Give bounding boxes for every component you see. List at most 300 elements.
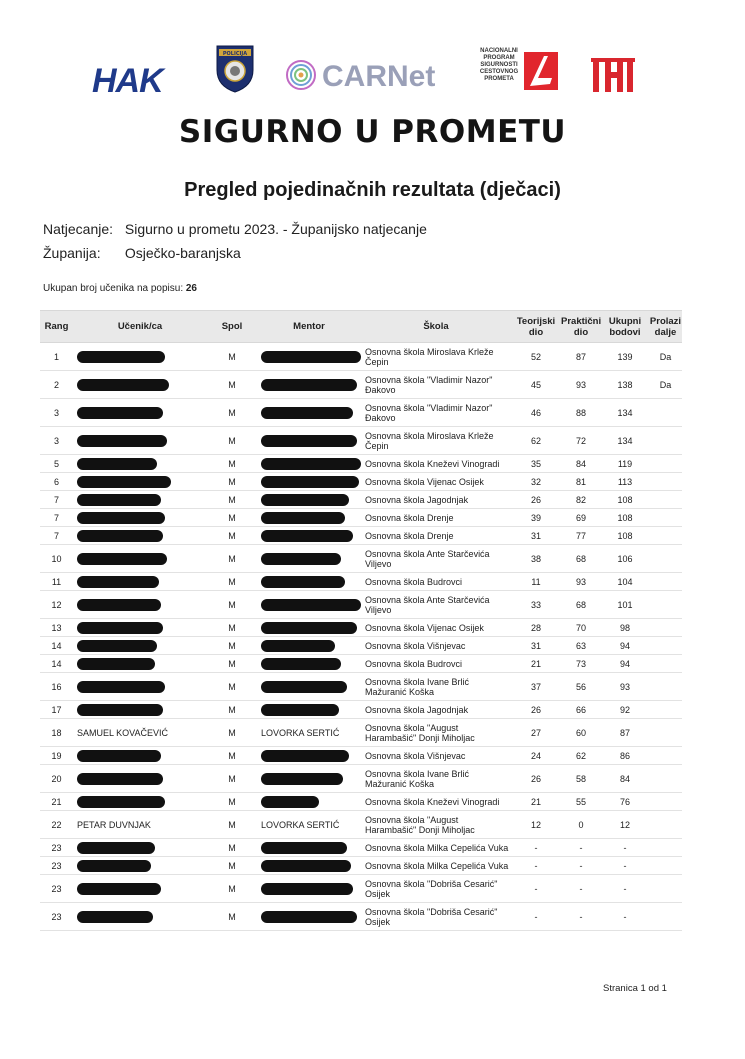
cell-theory: 28 (511, 619, 561, 637)
redaction-mark (77, 883, 161, 895)
cell-practical: 56 (561, 673, 601, 701)
cell-school: Osnovna škola "August Harambašić" Donji Miholjac (361, 811, 511, 839)
cell-rank: 5 (40, 455, 73, 473)
cell-total: 84 (601, 765, 649, 793)
cell-practical: 82 (561, 491, 601, 509)
cell-theory: - (511, 839, 561, 857)
table-row (40, 573, 682, 591)
cell-total: 108 (601, 491, 649, 509)
redaction-mark (77, 842, 155, 854)
cell-mentor (257, 455, 361, 473)
cell-gender: M (207, 673, 257, 701)
cell-passes (649, 619, 682, 637)
cell-rank: 23 (40, 875, 73, 903)
cell-total: 101 (601, 591, 649, 619)
cell-total: 134 (601, 427, 649, 455)
cell-passes (649, 747, 682, 765)
cell-gender: M (207, 545, 257, 573)
cell-school: Osnovna škola Kneževi Vinogradi (361, 793, 511, 811)
cell-school: Osnovna škola Višnjevac (361, 637, 511, 655)
cell-gender: M (207, 903, 257, 931)
cell-practical: 0 (561, 811, 601, 839)
header-total: Ukupni bodovi (601, 311, 649, 343)
redaction-mark (261, 704, 339, 716)
cell-mentor (257, 903, 361, 931)
cell-student (73, 399, 207, 427)
redaction-mark (77, 379, 169, 391)
cell-passes (649, 673, 682, 701)
cell-student: SAMUEL KOVAČEVIĆ (73, 719, 207, 747)
cell-mentor (257, 839, 361, 857)
cell-mentor (257, 527, 361, 545)
cell-mentor (257, 473, 361, 491)
cell-rank: 7 (40, 509, 73, 527)
cell-school: Osnovna škola Višnjevac (361, 747, 511, 765)
cell-passes (649, 875, 682, 903)
cell-student (73, 343, 207, 371)
competition-row (43, 221, 427, 237)
cell-student (73, 591, 207, 619)
cell-gender: M (207, 811, 257, 839)
cell-mentor (257, 765, 361, 793)
cell-total: 92 (601, 701, 649, 719)
redaction-mark (77, 494, 161, 506)
cell-school: Osnovna škola Drenje (361, 509, 511, 527)
cell-theory: 33 (511, 591, 561, 619)
cell-school: Osnovna škola Miroslava Krleže Čepin (361, 427, 511, 455)
cell-student (73, 747, 207, 765)
cell-practical: 73 (561, 655, 601, 673)
cell-total: 138 (601, 371, 649, 399)
redaction-mark (77, 476, 171, 488)
cell-gender: M (207, 509, 257, 527)
cell-passes (649, 427, 682, 455)
redaction-mark (261, 681, 347, 693)
cell-practical: 68 (561, 545, 601, 573)
redaction-mark (77, 796, 165, 808)
cell-gender: M (207, 399, 257, 427)
cell-student (73, 619, 207, 637)
table-row (40, 655, 682, 673)
table-row (40, 839, 682, 857)
cell-passes (649, 793, 682, 811)
cell-total: 94 (601, 637, 649, 655)
cell-total: 12 (601, 811, 649, 839)
cell-practical: 88 (561, 399, 601, 427)
cell-total: 119 (601, 455, 649, 473)
total-students-label: Ukupan broj učenika na popisu: (43, 283, 184, 294)
cell-total: 139 (601, 343, 649, 371)
cell-passes (649, 655, 682, 673)
table-row (40, 371, 682, 399)
redaction-mark (261, 494, 349, 506)
cell-gender: M (207, 455, 257, 473)
cell-school: Osnovna škola Ivane Brlić Mažuranić Koška (361, 673, 511, 701)
cell-passes (649, 811, 682, 839)
cell-rank: 6 (40, 473, 73, 491)
cell-total: 87 (601, 719, 649, 747)
cell-gender: M (207, 573, 257, 591)
cell-total: 104 (601, 573, 649, 591)
hak-logo: HAK (92, 62, 163, 100)
cell-theory: 21 (511, 793, 561, 811)
competition-value: Sigurno u prometu 2023. - Županijsko natjecanje (124, 221, 427, 237)
cell-theory: 31 (511, 527, 561, 545)
cell-passes (649, 719, 682, 747)
redaction-mark (261, 530, 353, 542)
police-badge-icon (213, 42, 257, 94)
cell-passes: Da (649, 343, 682, 371)
county-label: Županija: (43, 245, 101, 261)
cell-theory: 21 (511, 655, 561, 673)
cell-mentor (257, 573, 361, 591)
cell-student (73, 371, 207, 399)
cell-practical: 63 (561, 637, 601, 655)
redaction-mark (261, 599, 361, 611)
header-rank: Rang (40, 311, 73, 343)
redaction-mark (77, 622, 163, 634)
cell-practical: 70 (561, 619, 601, 637)
cell-gender: M (207, 371, 257, 399)
cell-passes (649, 839, 682, 857)
cell-total: 106 (601, 545, 649, 573)
county-row (43, 245, 241, 261)
cell-mentor (257, 591, 361, 619)
cell-theory: 32 (511, 473, 561, 491)
cell-school: Osnovna škola Ante Starčevića Viljevo (361, 591, 511, 619)
cell-school: Osnovna škola Ivane Brlić Mažuranić Koška (361, 765, 511, 793)
cell-passes (649, 545, 682, 573)
cell-gender: M (207, 491, 257, 509)
police-badge-label: POLICIJA (222, 51, 248, 57)
redaction-mark (261, 773, 343, 785)
cell-student (73, 491, 207, 509)
redaction-mark (261, 750, 349, 762)
competition-label: Natjecanje: (43, 221, 114, 237)
header-theory: Teorijski dio (511, 311, 561, 343)
cell-theory: 26 (511, 765, 561, 793)
cell-student (73, 875, 207, 903)
redaction-mark (261, 842, 347, 854)
cell-student (73, 509, 207, 527)
table-row (40, 619, 682, 637)
cell-mentor: LOVORKA SERTIĆ (257, 811, 361, 839)
redaction-mark (77, 351, 165, 363)
redaction-mark (261, 553, 341, 565)
cell-school: Osnovna škola Kneževi Vinogradi (361, 455, 511, 473)
redaction-mark (261, 622, 357, 634)
cell-rank: 14 (40, 637, 73, 655)
cell-rank: 23 (40, 857, 73, 875)
cell-gender: M (207, 473, 257, 491)
cell-practical: 93 (561, 573, 601, 591)
header-passes: Prolazi dalje (649, 311, 682, 343)
cell-theory: 24 (511, 747, 561, 765)
cell-gender: M (207, 719, 257, 747)
cell-total: 108 (601, 509, 649, 527)
table-row (40, 765, 682, 793)
cell-theory: - (511, 875, 561, 903)
cell-gender: M (207, 655, 257, 673)
cell-mentor (257, 701, 361, 719)
cell-passes (649, 591, 682, 619)
cell-mentor (257, 655, 361, 673)
cell-passes (649, 527, 682, 545)
cell-theory: - (511, 857, 561, 875)
redaction-mark (77, 435, 167, 447)
cell-theory: 39 (511, 509, 561, 527)
redaction-mark (261, 458, 361, 470)
cell-school: Osnovna škola "Dobriša Cesarić" Osijek (361, 875, 511, 903)
redaction-mark (261, 640, 335, 652)
cell-total: 98 (601, 619, 649, 637)
cell-theory: 27 (511, 719, 561, 747)
redaction-mark (77, 911, 153, 923)
redaction-mark (261, 512, 345, 524)
redaction-mark (77, 530, 163, 542)
cell-passes (649, 455, 682, 473)
cell-gender: M (207, 527, 257, 545)
cell-rank: 14 (40, 655, 73, 673)
cell-student (73, 527, 207, 545)
cell-rank: 17 (40, 701, 73, 719)
table-row (40, 527, 682, 545)
cell-school: Osnovna škola "Vladimir Nazor" Đakovo (361, 371, 511, 399)
cell-student (73, 673, 207, 701)
cell-practical: 66 (561, 701, 601, 719)
header-gender: Spol (207, 311, 257, 343)
cell-theory: 38 (511, 545, 561, 573)
cell-theory: 26 (511, 491, 561, 509)
cell-practical: 93 (561, 371, 601, 399)
page-title: SIGURNO U PROMETU (178, 114, 567, 150)
cell-theory: 62 (511, 427, 561, 455)
redaction-mark (77, 773, 163, 785)
cell-passes (649, 473, 682, 491)
cell-total: - (601, 903, 649, 931)
cell-theory: 11 (511, 573, 561, 591)
redaction-mark (261, 658, 341, 670)
cell-passes (649, 903, 682, 931)
redaction-mark (261, 435, 357, 447)
carnet-swirl-icon (284, 58, 318, 92)
redaction-mark (261, 911, 357, 923)
table-row (40, 903, 682, 931)
table-row (40, 591, 682, 619)
cell-school: Osnovna škola Jagodnjak (361, 701, 511, 719)
cell-passes (649, 573, 682, 591)
cell-total: 108 (601, 527, 649, 545)
cell-gender: M (207, 591, 257, 619)
table-row (40, 491, 682, 509)
header-student: Učenik/ca (73, 311, 207, 343)
table-row (40, 399, 682, 427)
cell-school: Osnovna škola Budrovci (361, 655, 511, 673)
cell-rank: 11 (40, 573, 73, 591)
cell-student (73, 573, 207, 591)
cell-student (73, 765, 207, 793)
cell-gender: M (207, 701, 257, 719)
cell-theory: 31 (511, 637, 561, 655)
cell-rank: 10 (40, 545, 73, 573)
cell-practical: - (561, 875, 601, 903)
cell-student (73, 427, 207, 455)
cell-practical: - (561, 903, 601, 931)
cell-school: Osnovna škola Milka Cepelića Vuka (361, 839, 511, 857)
cell-gender: M (207, 765, 257, 793)
cell-student (73, 655, 207, 673)
redaction-mark (77, 658, 155, 670)
results-body (40, 343, 682, 931)
cell-gender: M (207, 793, 257, 811)
redaction-mark (77, 553, 167, 565)
table-row (40, 673, 682, 701)
cell-student (73, 701, 207, 719)
redaction-mark (261, 883, 353, 895)
table-row (40, 875, 682, 903)
header-mentor: Mentor (257, 311, 361, 343)
redaction-mark (261, 576, 345, 588)
cell-school: Osnovna škola Budrovci (361, 573, 511, 591)
cell-gender: M (207, 619, 257, 637)
cell-gender: M (207, 747, 257, 765)
table-row (40, 793, 682, 811)
cell-theory: - (511, 903, 561, 931)
cell-gender: M (207, 839, 257, 857)
cell-total: 86 (601, 747, 649, 765)
cell-theory: 45 (511, 371, 561, 399)
redaction-mark (77, 599, 161, 611)
cell-theory: 46 (511, 399, 561, 427)
cell-gender: M (207, 637, 257, 655)
cell-student (73, 637, 207, 655)
redaction-mark (261, 379, 357, 391)
cell-mentor (257, 399, 361, 427)
cell-gender: M (207, 857, 257, 875)
table-row (40, 747, 682, 765)
cell-gender: M (207, 427, 257, 455)
redaction-mark (261, 407, 353, 419)
cell-student (73, 793, 207, 811)
cell-practical: 69 (561, 509, 601, 527)
npsp-logo-text: NACIONALNI PROGRAM SIGURNOSTI CESTOVNOG PROMETA (479, 48, 519, 82)
cell-student: PETAR DUVNJAK (73, 811, 207, 839)
redaction-mark (261, 351, 361, 363)
results-table (40, 310, 682, 931)
cell-gender: M (207, 343, 257, 371)
cell-total: 113 (601, 473, 649, 491)
header-school: Škola (361, 311, 511, 343)
table-row (40, 811, 682, 839)
cell-theory: 12 (511, 811, 561, 839)
cell-total: - (601, 857, 649, 875)
cell-passes (649, 857, 682, 875)
cell-gender: M (207, 875, 257, 903)
redaction-mark (77, 860, 151, 872)
cell-practical: 55 (561, 793, 601, 811)
header-practical: Praktični dio (561, 311, 601, 343)
cell-practical: 62 (561, 747, 601, 765)
cell-school: Osnovna škola Ante Starčevića Viljevo (361, 545, 511, 573)
cell-rank: 18 (40, 719, 73, 747)
cell-rank: 7 (40, 527, 73, 545)
cell-rank: 3 (40, 427, 73, 455)
cell-mentor (257, 747, 361, 765)
cell-passes (649, 701, 682, 719)
carnet-logo: CARNet (284, 58, 318, 98)
total-students-value: 26 (185, 283, 197, 294)
cell-school: Osnovna škola Vijenac Osijek (361, 619, 511, 637)
cell-total: 76 (601, 793, 649, 811)
npsp-mark-icon (522, 50, 560, 92)
cell-practical: 81 (561, 473, 601, 491)
cell-practical: 68 (561, 591, 601, 619)
cell-rank: 2 (40, 371, 73, 399)
cell-practical: 72 (561, 427, 601, 455)
redaction-mark (261, 796, 319, 808)
cell-mentor (257, 637, 361, 655)
cell-mentor (257, 793, 361, 811)
table-row (40, 509, 682, 527)
cell-total: - (601, 839, 649, 857)
cell-practical: 87 (561, 343, 601, 371)
cell-theory: 35 (511, 455, 561, 473)
cell-mentor (257, 509, 361, 527)
redaction-mark (77, 640, 157, 652)
cell-school: Osnovna škola "Dobriša Cesarić" Osijek (361, 903, 511, 931)
cell-theory: 26 (511, 701, 561, 719)
redaction-mark (261, 860, 351, 872)
cell-school: Osnovna škola Jagodnjak (361, 491, 511, 509)
cell-rank: 21 (40, 793, 73, 811)
redaction-mark (77, 750, 161, 762)
cell-rank: 3 (40, 399, 73, 427)
cell-school: Osnovna škola Miroslava Krleže Čepin (361, 343, 511, 371)
cell-mentor (257, 427, 361, 455)
page-subtitle: Pregled pojedinačnih rezultata (dječaci) (184, 179, 561, 201)
cell-mentor (257, 343, 361, 371)
mup-logo-icon (589, 54, 637, 94)
cell-student (73, 903, 207, 931)
table-row (40, 343, 682, 371)
cell-passes (649, 637, 682, 655)
cell-rank: 12 (40, 591, 73, 619)
cell-school: Osnovna škola "Vladimir Nazor" Đakovo (361, 399, 511, 427)
county-value: Osječko-baranjska (124, 245, 241, 261)
cell-practical: - (561, 857, 601, 875)
cell-practical: 84 (561, 455, 601, 473)
cell-mentor: LOVORKA SERTIĆ (257, 719, 361, 747)
redaction-mark (261, 476, 359, 488)
cell-student (73, 545, 207, 573)
table-row (40, 427, 682, 455)
cell-rank: 23 (40, 839, 73, 857)
table-row (40, 857, 682, 875)
cell-rank: 22 (40, 811, 73, 839)
cell-passes (649, 399, 682, 427)
cell-student (73, 857, 207, 875)
cell-practical: 58 (561, 765, 601, 793)
cell-theory: 37 (511, 673, 561, 701)
cell-total: 134 (601, 399, 649, 427)
logo-bar (0, 40, 745, 110)
cell-mentor (257, 371, 361, 399)
cell-practical: - (561, 839, 601, 857)
cell-student (73, 473, 207, 491)
cell-student (73, 455, 207, 473)
cell-passes (649, 509, 682, 527)
cell-theory: 52 (511, 343, 561, 371)
